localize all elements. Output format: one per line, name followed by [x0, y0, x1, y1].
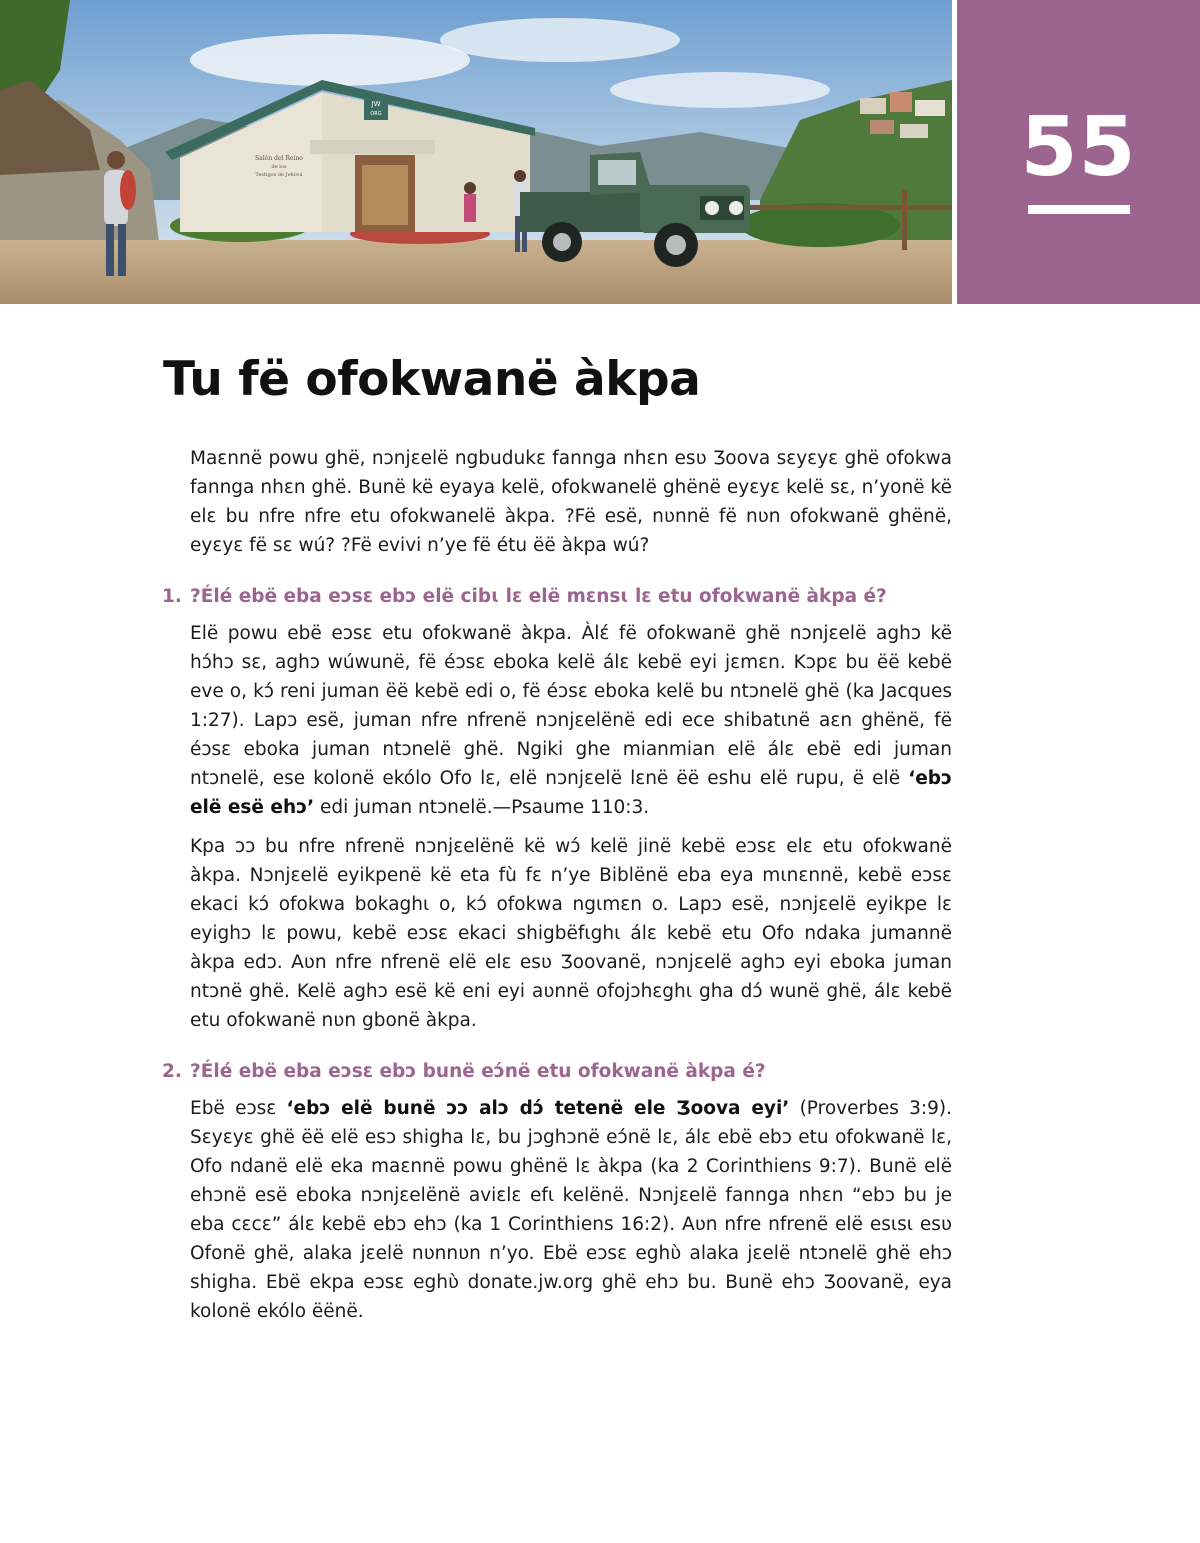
chapter-underline	[1028, 205, 1130, 214]
section-2-p1-end: (Proverbes 3:9). Sɛyɛyɛ ghë ëë elë esɔ shigha lɛ, bu jɔghɔnë eɔ́në lɛ, álɛ ebë ebɔ etu ofokwanë lɛ, Ofo ndanë elë eka maɛnnë powu ghënë lɛ àkpa (ka 2 Corinthiens 9:7). Bunë elë ehɔnë esë eboka nɔnjɛelënë aviɛlɛ efɩ kelënë. Nɔnjɛelë fannga nhɛn “ebɔ bu je eba cɛcɛ” álɛ kebë ebɔ ehɔ (ka 1 Corinthiens 16:2). Aʋn nfre nfrenë elë esɩsɩ esʋ Ofonë ghë, alaka jɛelë nʋnnʋn n’yo. Ebë eɔsɛ eghʋ̀ alaka jɛelë ntɔnelë ghë ehɔ shigha. Ebë ekpa eɔsɛ eghʋ̀ donate.jw.org ghë ehɔ bu. Bunë ehɔ Ʒoovanë, eya kolonë ekólo ëënë.	[190, 1098, 952, 1322]
question-2	[162, 1057, 952, 1086]
article-body	[162, 444, 952, 1336]
section-1-p1-main: Elë powu ebë eɔsɛ etu ofokwanë àkpa. Àlɛ́ fë ofokwanë ghë nɔnjɛelë aghɔ kë hɔ́hɔ sɛ, aghɔ wúwunë, fë éɔsɛ eboka kelë álɛ kebë eyi jɛmɛn. Kɔpɛ bu ëë kebë eve o, kɔ́ reni juman ëë kebë edi o, fë éɔsɛ eboka kelë bu ntɔnelë ghë (ka Jacques 1:27). Lapɔ esë, juman nfre nfrenë nɔnjɛelënë edi ece shibatɩnë aɛn ghënë, fë éɔsɛ eboka juman ntɔnelë ghë. Ngiki ghe mianmian elë álɛ ebë edi juman ntɔnelë, ese kolonë ekólo Ofo lɛ, elë nɔnjɛelë lɛnë ëë eshu elë rupu, ë elë	[190, 623, 952, 789]
section-1-paragraph-2: Kpa ɔɔ bu nfre nfrenë nɔnjɛelënë kë wɔ́ kelë jinë kebë eɔsɛ elɛ etu ofokwanë àkpa. Nɔnjɛelë eyikpenë kë eta fù fɛ n’ye Biblënë eba eya mɩnɛnnë, kebë eɔsɛ ekaci kɔ́ ofokwa bokaghɩ o, kɔ́ ofokwa ngɩmɛn o. Lapɔ esë, nɔnjɛelë eyikpe lɛ eyighɔ lɛ powu, kebë eɔsɛ ekaci shigbëfɩghɩ álɛ kebë etu Ofo ndaka jumannë àkpa edɔ. Aʋn nfre nfrenë elë elɛ esʋ Ʒoovanë, nɔnjɛelë aghɔ eyi eboka juman ntɔnë ghë. Kelë aghɔ esë kë eni eyi aʋnnë ofojɔhɛghɩ gha dɔ́ wunë ghë, álɛ kebë etu ofokwanë nʋn gbonë àkpa.	[190, 836, 952, 1031]
question-1	[162, 582, 952, 611]
chapter-number: 55	[1020, 100, 1137, 195]
section-2-p1-start: Ebë eɔsɛ	[190, 1098, 287, 1119]
section-2-p1-bold: ‘ebɔ elë bunë ɔɔ alɔ dɔ́ tetenë ele Ʒoova eyi’	[286, 1098, 790, 1119]
svg-text:ORG: ORG	[370, 111, 382, 117]
svg-text:JW: JW	[371, 100, 381, 108]
section-1-p1-end: edi juman ntɔnelë.—Psaume 110:3.	[314, 797, 650, 818]
section-1-paragraph-1	[190, 619, 952, 822]
question-2-number: 2.	[162, 1061, 182, 1082]
hero-photo	[0, 0, 952, 304]
question-1-text: ?Élé ebë eba eɔsɛ ebɔ elë cibɩ lɛ elë mɛnsɩ lɛ etu ofokwanë àkpa é?	[190, 586, 887, 607]
question-1-number: 1.	[162, 586, 182, 607]
section-1-p1-bold: ‘ebɔ elë esë ehɔ’	[190, 768, 952, 818]
section-2-paragraph-1	[190, 1094, 952, 1326]
question-2-text: ?Élé ebë eba eɔsɛ ebɔ bunë eɔ́në etu ofokwanë àkpa é?	[190, 1061, 766, 1082]
page-title: Tu fë ofokwanë àkpa	[163, 352, 701, 407]
intro-paragraph: Maɛnnë powu ghë, nɔnjɛelë ngbudukɛ fannga nhɛn esʋ Ʒoova sɛyɛyɛ ghë ofokwa fannga nhɛn ghë. Bunë kë eyaya kelë, ofokwanelë ghënë eyɛyɛ kelë sɛ, n’yonë kë elɛ bu nfre nfre etu ofokwanelë àkpa. ?Fë esë, nʋnnë fë nʋn ofokwanë ghënë, eyɛyɛ fë sɛ wú? ?Fë evivi n’ye fë étu ëë àkpa wú?	[190, 448, 952, 556]
chapter-badge	[957, 0, 1200, 304]
hero-sign-line1: Salón del Reino	[255, 155, 303, 162]
hero-sign-line2: de los	[271, 164, 287, 170]
hero-sign-line3: Testigos de Jehová	[255, 172, 303, 178]
